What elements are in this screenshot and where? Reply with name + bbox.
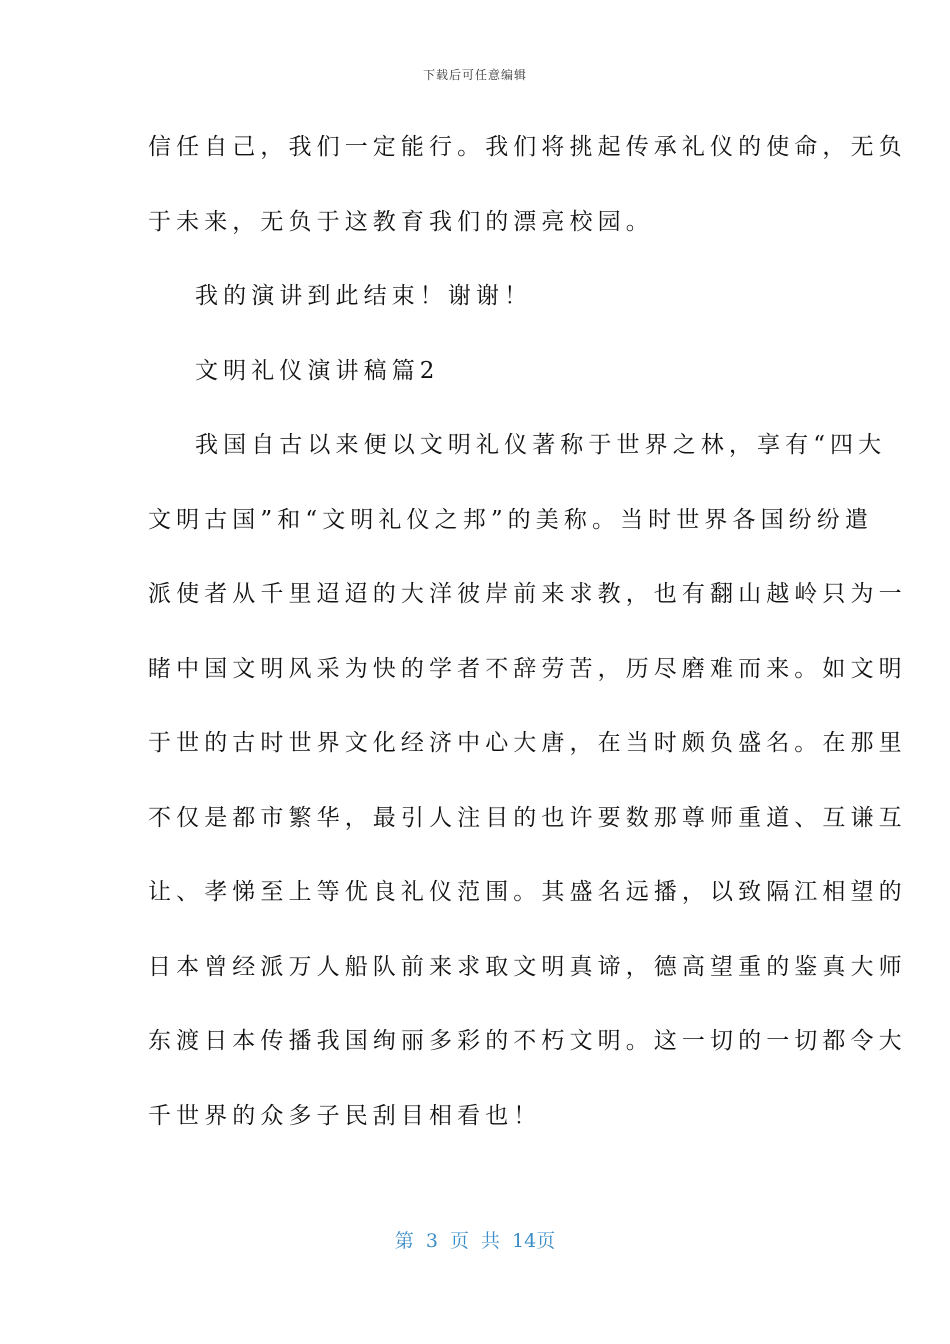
document-body bbox=[148, 110, 907, 1153]
closing-line: 我的演讲到此结束！谢谢！ bbox=[195, 283, 533, 309]
text-line: 让、孝悌至上等优良礼仪范围。其盛名远播，以致隔江相望的 bbox=[148, 879, 907, 905]
text-line: 东渡日本传播我国绚丽多彩的不朽文明。这一切的一切都令大 bbox=[148, 1028, 907, 1054]
text-line: 文明古国”和“文明礼仪之邦”的美称。当时世界各国纷纷遣 bbox=[148, 506, 873, 533]
page-header: 下载后可任意编辑 bbox=[422, 68, 527, 82]
section-heading: 文明礼仪演讲稿篇2 bbox=[195, 357, 440, 384]
text-line: 于世的古时世界文化经济中心大唐，在当时颇负盛名。在那里 bbox=[148, 730, 907, 756]
page-number: 第 3 页 共 14页 bbox=[394, 1230, 556, 1252]
text-line: 信任自己，我们一定能行。我们将挑起传承礼仪的使命，无负 bbox=[148, 134, 907, 160]
text-line: 千世界的众多子民刮目相看也！ bbox=[148, 1102, 542, 1129]
text-line: 派使者从千里迢迢的大洋彼岸前来求教，也有翻山越岭只为一 bbox=[148, 581, 907, 607]
text-line: 于未来，无负于这教育我们的漂亮校园。 bbox=[148, 208, 654, 235]
text-line: 我国自古以来便以文明礼仪著称于世界之林，享有“四大 bbox=[195, 432, 887, 458]
text-line: 日本曾经派万人船队前来求取文明真谛，德高望重的鉴真大师 bbox=[148, 953, 907, 980]
text-line: 睹中国文明风采为快的学者不辞劳苦，历尽磨难而来。如文明 bbox=[148, 655, 907, 682]
text-line: 不仅是都市繁华，最引人注目的也许要数那尊师重道、互谦互 bbox=[148, 804, 907, 831]
